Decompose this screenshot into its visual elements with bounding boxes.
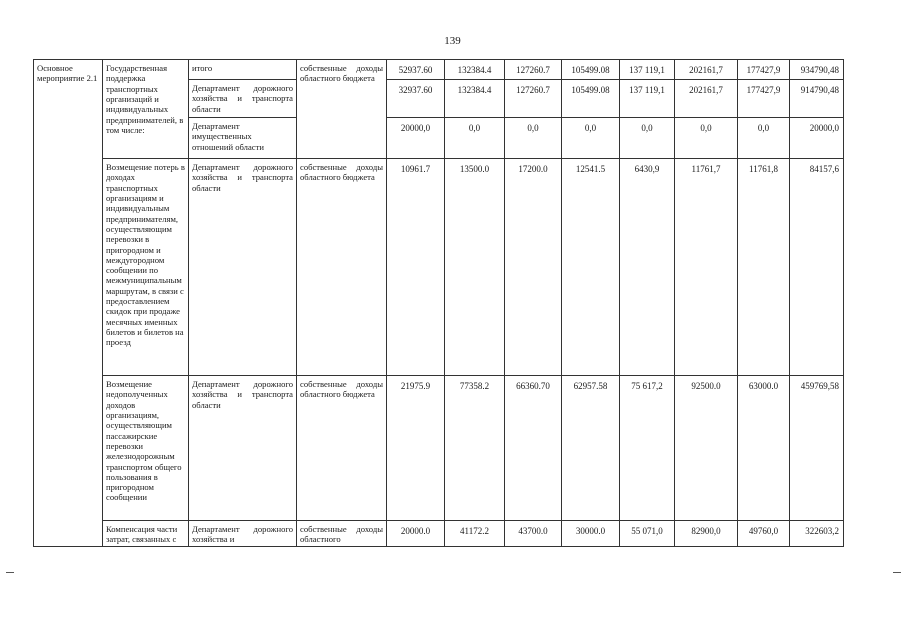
source-cell: собственные доходы областного (297, 521, 387, 547)
value-cell: 43700.0 (505, 521, 562, 547)
scan-edge-mark (893, 572, 901, 573)
measure-cell: Основное мероприятие 2.1 (34, 60, 103, 547)
value-cell: 13500.0 (445, 159, 505, 376)
value-cell: 202161,7 (675, 80, 738, 118)
value-cell: 20000,0 (387, 118, 445, 159)
total-cell: 914790,48 (790, 80, 844, 118)
total-cell: 20000,0 (790, 118, 844, 159)
value-cell: 0,0 (675, 118, 738, 159)
value-cell: 0,0 (505, 118, 562, 159)
table-row (34, 60, 844, 80)
value-cell: 10961.7 (387, 159, 445, 376)
value-cell: 127260.7 (505, 80, 562, 118)
page-number: 139 (444, 35, 461, 47)
total-cell: 934790,48 (790, 60, 844, 80)
budget-table (33, 59, 844, 547)
value-cell: 32937.60 (387, 80, 445, 118)
value-cell: 105499.08 (562, 80, 620, 118)
value-cell: 137 119,1 (620, 80, 675, 118)
value-cell: 6430,9 (620, 159, 675, 376)
total-cell: 322603,2 (790, 521, 844, 547)
value-cell: 62957.58 (562, 376, 620, 521)
source-cell: собственные доходы областного бюджета (297, 60, 387, 159)
value-cell: 127260.7 (505, 60, 562, 80)
value-cell: 77358.2 (445, 376, 505, 521)
value-cell: 105499.08 (562, 60, 620, 80)
value-cell: 66360.70 (505, 376, 562, 521)
value-cell: 11761,7 (675, 159, 738, 376)
source-cell: собственные доходы областного бюджета (297, 376, 387, 521)
value-cell: 177427,9 (738, 60, 790, 80)
executor-cell: Департамент дорожного хозяйства и транспорта области (189, 159, 297, 376)
executor-cell: Департамент дорожного хозяйства и транспорта области (189, 376, 297, 521)
value-cell: 202161,7 (675, 60, 738, 80)
value-cell: 92500.0 (675, 376, 738, 521)
value-cell: 75 617,2 (620, 376, 675, 521)
value-cell: 0,0 (738, 118, 790, 159)
executor-cell: Департамент имущественных отношений области (189, 118, 297, 159)
value-cell: 132384.4 (445, 80, 505, 118)
table-row (34, 376, 844, 521)
table-row (34, 159, 844, 376)
total-cell: 84157,6 (790, 159, 844, 376)
value-cell: 20000.0 (387, 521, 445, 547)
value-cell: 0,0 (562, 118, 620, 159)
value-cell: 63000.0 (738, 376, 790, 521)
description-cell: Возмещение потерь в доходах транспортных организациям и индивидуальным предпринимателям, осуществляющим перевозки в пригородном и междугородном сообщении по межмуниципальным маршрутам, в связи с предоставлением скидок при продаже месячных именных билетов и билетов на проезд (103, 159, 189, 376)
value-cell: 49760,0 (738, 521, 790, 547)
value-cell: 30000.0 (562, 521, 620, 547)
executor-cell: Департамент дорожного хозяйства и транспорта области (189, 80, 297, 118)
value-cell: 0,0 (445, 118, 505, 159)
value-cell: 21975.9 (387, 376, 445, 521)
description-cell: Возмещение недополученных доходов организациям, осуществляющим пассажирские перевозки железнодорожным транспортом общего пользования в пригородном сообщении (103, 376, 189, 521)
value-cell: 177427,9 (738, 80, 790, 118)
table-row (34, 521, 844, 547)
executor-cell: Департамент дорожного хозяйства и (189, 521, 297, 547)
value-cell: 52937.60 (387, 60, 445, 80)
value-cell: 41172.2 (445, 521, 505, 547)
description-cell: Государственная поддержка транспортных организаций и индивидуальных предпринимателей, в том числе: (103, 60, 189, 159)
executor-cell: итого (189, 60, 297, 80)
value-cell: 132384.4 (445, 60, 505, 80)
total-cell: 459769,58 (790, 376, 844, 521)
value-cell: 55 071,0 (620, 521, 675, 547)
value-cell: 12541.5 (562, 159, 620, 376)
value-cell: 0,0 (620, 118, 675, 159)
value-cell: 17200.0 (505, 159, 562, 376)
source-cell: собственные доходы областного бюджета (297, 159, 387, 376)
value-cell: 137 119,1 (620, 60, 675, 80)
value-cell: 11761,8 (738, 159, 790, 376)
scan-edge-mark (6, 572, 14, 573)
value-cell: 82900,0 (675, 521, 738, 547)
description-cell: Компенсация части затрат, связанных с (103, 521, 189, 547)
